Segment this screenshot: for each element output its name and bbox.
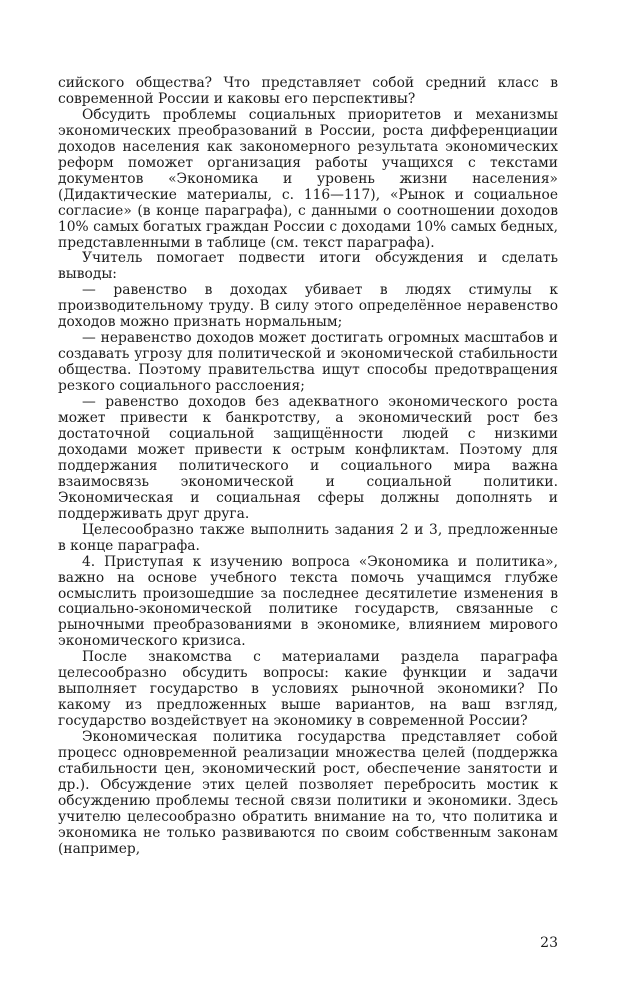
paragraph-2: Обсудить проблемы социальных приоритетов и механизмы экономических преобразований в России, роста дифференциации доходов населения как закономерного результата экономических реформ поможет организация работы учащихся с текстами документов «Экономика и уровень жизни населения» (Дидактические материалы, с. 116—117), «Рынок и социальное согласие» (в конце параграфа), с данными о соотношении доходов 10% самых богатых граждан России с доходами 10% самых бедных, представленными в таблице (см. текст параграфа). [58,106,558,251]
paragraph-10: Экономическая политика государства представляет собой процесс одновременной реализации множества целей (поддержка стабильности цен, экономический рост, обеспечение занятости и др.). Обсуждение этих целей позволяет перебросить мостик к обсуждению проблемы тесной связи политики и экономики. Здесь учителю целесообразно обратить внимание на то, что политика и экономика не только развиваются по своим собственным законам (например, [58,729,558,857]
page-number: 23 [540,935,558,951]
paragraph-9: После знакомства с материалами раздела параграфа целесообразно обсудить вопросы: какие функции и задачи выполняет государство в условиях рыночной экономики? По какому из предложенных выше вариантов, на ваш взгляд, государство воздействует на экономику в современной России? [58,649,558,730]
paragraph-8: 4. Приступая к изучению вопроса «Экономика и политика», важно на основе учебного текста помочь учащимся глубже осмыслить произошедшие за последнее десятилетие изменения в социально-экономической политике государств, связанные с рыночными преобразованиями в экономике, влиянием мирового экономического кризиса. [58,553,558,650]
paragraph-3: Учитель помогает подвести итоги обсуждения и сделать выводы: [58,250,558,283]
paragraph-4: — равенство в доходах убивает в людях стимулы к производительному труду. В силу этого определённое неравенство доходов можно признать нормальным; [58,282,558,331]
page-body-text [58,76,558,858]
paragraph-7: Целесообразно также выполнить задания 2 и 3, предложенные в конце параграфа. [58,521,558,554]
paragraph-6: — равенство доходов без адекватного экономического роста может привести к банкротству, а экономический рост без достаточной социальной защищённости людей с низкими доходами может привести к острым конфликтам. Поэтому для поддержания политического и социального мира важна взаимосвязь экономической и социальной политики. Экономическая и социальная сферы должны дополнять и поддерживать друг друга. [58,394,558,522]
paragraph-1: сийского общества? Что представляет собой средний класс в современной России и каковы его перспективы? [58,75,558,107]
paragraph-5: — неравенство доходов может достигать огромных масштабов и создавать угрозу для политической и экономической стабильности общества. Поэтому правительства ищут способы предотвращения резкого социального расслоения; [58,330,558,395]
